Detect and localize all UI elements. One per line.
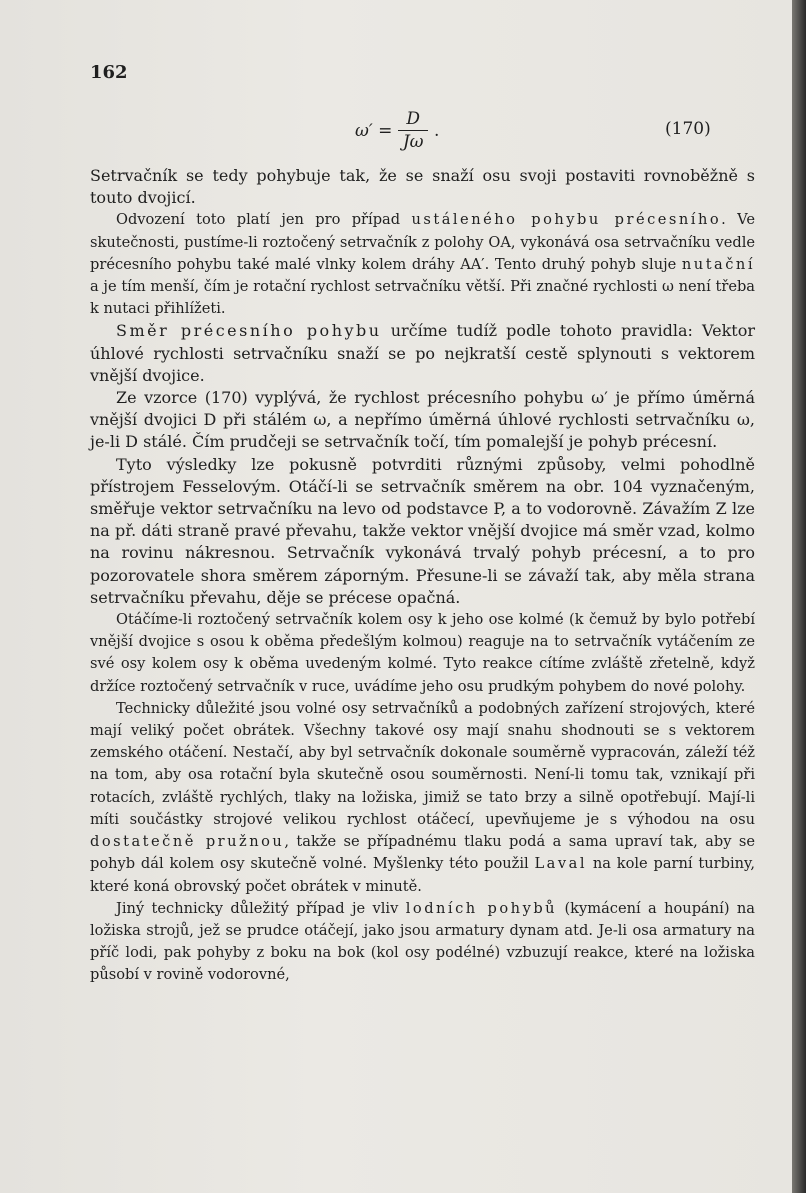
page-number: 162	[90, 62, 128, 83]
body-text	[90, 165, 755, 987]
paragraph-2: Odvození toto platí jen pro případ ustáleného pohybu précesního. Ve skutečnosti, pustíme-li roztočený setrvačník z polohy OA, vykonává osa setrvačníku vedle précesního pohybu také malé vlnky kolem dráhy AA′. Tento druhý pohyb sluje nutační a je tím menší, čím je rotační rychlost setrvačníku větší. Při značné rychlosti ω není třeba k nutaci přihlížeti.	[90, 211, 755, 318]
paragraph-8: Jiný technicky důležitý případ je vliv lodních pohybů (kymácení a houpání) na ložiska strojů, jež se prudce otáčejí, jako jsou armatury dynam atd. Je-li osa armatury na příč lodi, pak pohyby z boku na bok (kol osy podélné) vzbuzují reakce, které na ložiska působí v rovině vodorovné,	[90, 899, 755, 984]
paragraph-5: Tyto výsledky lze pokusně potvrditi různými způsoby, velmi pohodlně přístrojem Fesselovým. Otáčí-li se setrvačník směrem na obr. 104 vyznačeným, směřuje vektor setrvačníku na levo od podstavce P, a to vodorovně. Závažím Z lze na př. dáti straně pravé převahu, takže vektor vnější dvojice má směr vzad, kolmo na rovinu nákresnou. Setrvačník vykonává trvalý pohyb précesní, a to pro pozorovatele shora směrem záporným. Přesune-li se závaží tak, aby měla strana setrvačníku převahu, děje se précese opačná.	[90, 454, 755, 607]
paragraph-6: Otáčíme-li roztočený setrvačník kolem osy k jeho ose kolmé (k čemuž by bylo potřebí vnější dvojice s osou k oběma předešlým kolmou) reaguje na to setrvačník vytáčením ze své osy kolem osy k oběma uvedeným kolmé. Tyto reakce cítíme zvláště zřetelně, když držíce roztočený setrvačník v ruce, uvádíme jeho osu prudkým pohybem do nové polohy.	[90, 611, 755, 695]
equation-fraction	[398, 108, 428, 153]
equation-lhs: ω′ =	[355, 120, 393, 141]
paragraph-4: Ze vzorce (170) vyplývá, že rychlost précesního pohybu ω′ je přímo úměrná vnější dvojici D při stálém ω, a nepřímo úměrná úhlové rychlosti setrvačníku ω, je-li D stálé. Čím prudčeji se setrvačník točí, tím pomalejší je pohyb précesní.	[90, 388, 755, 452]
paragraph-1: Setrvačník se tedy pohybuje tak, že se snaží osu svoji postaviti rovnoběžně s touto dvojicí.	[90, 166, 755, 208]
page-edge-shadow	[792, 0, 806, 1193]
paragraph-7: Technicky důležité jsou volné osy setrvačníků a podobných zařízení strojových, které mají veliký počet obrátek. Všechny takové osy mají snahu shodnouti se s vektorem zemského otáčení. Nestačí, aby byl setrvačník dokonale souměrně vypracován, záleží též na tom, aby osa rotační byla skutečně osou souměrnosti. Není-li tomu tak, vznikají při rotacích, zvláště rychlých, tlaky na ložiska, jimiž se tato brzy a silně opotřebují. Mají-li míti součástky strojové velikou rychlost otáčecí, upevňujeme je s výhodou na osu dostatečně pružnou, takže se případnému tlaku podá a sama upraví tak, aby se pohyb dál kolem osy skutečně volné. Myšlenky této použil Laval na kole parní turbiny, které koná obrovský počet obrátek v minutě.	[90, 699, 755, 895]
paragraph-3: Směr précesního pohybu určíme tudíž podle tohoto pravidla: Vektor úhlové rychlosti setrvačníku snaží se po nejkratší cestě splynouti s vektorem vnější dvojice.	[90, 321, 756, 385]
equation-denominator: Jω	[402, 132, 424, 152]
equation-tail: .	[434, 120, 440, 141]
equation-label: (170)	[665, 119, 711, 139]
equation-numerator: D	[398, 108, 428, 131]
equation-170	[355, 108, 439, 153]
